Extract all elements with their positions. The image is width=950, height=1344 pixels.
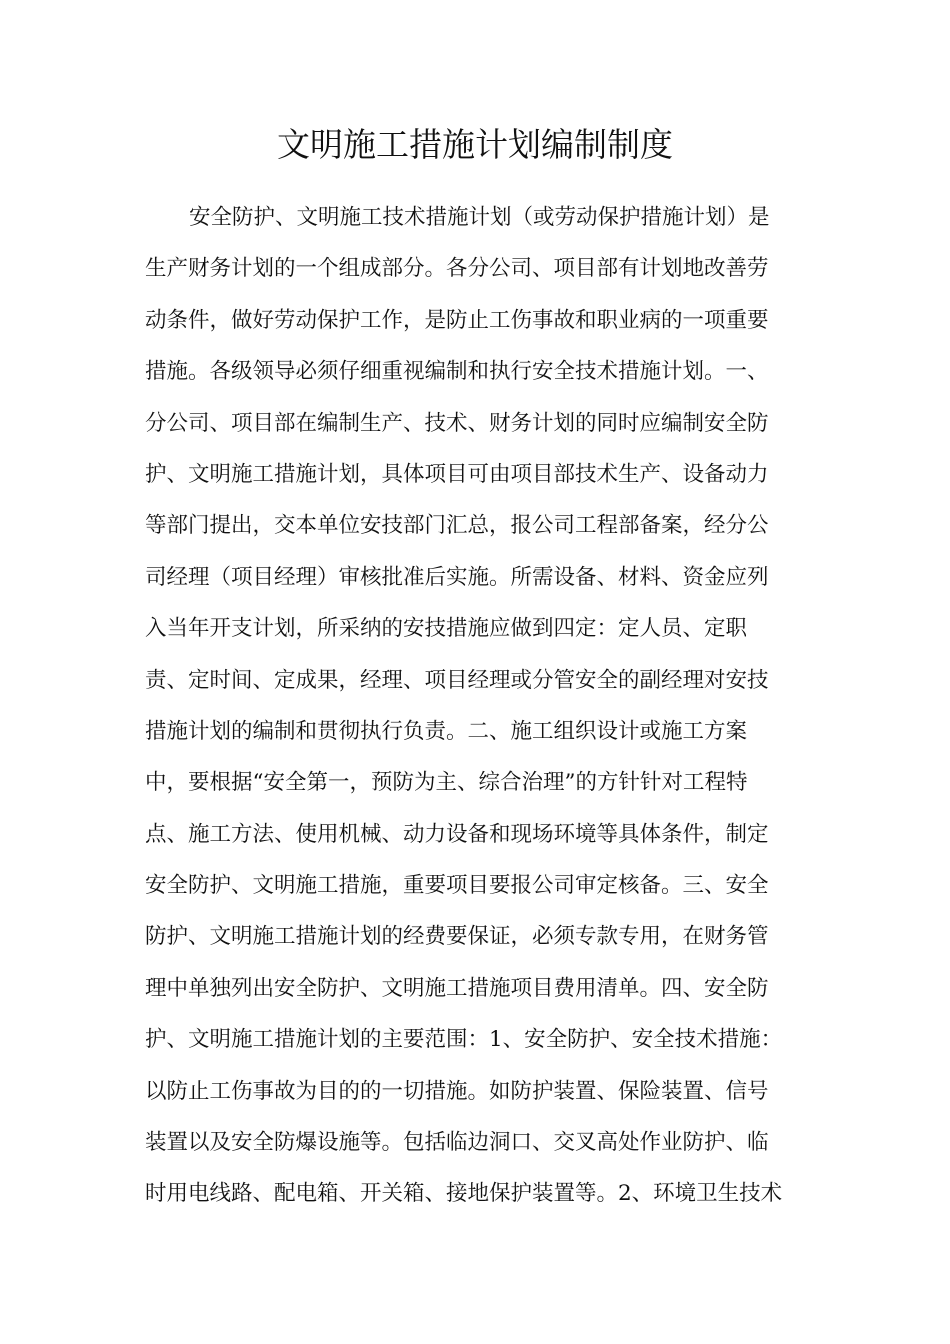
body-line: 时用电线路、配电箱、开关箱、接地保护装置等。2、环境卫生技术	[145, 1181, 783, 1207]
body-line: 责、定时间、定成果，经理、项目经理或分管安全的副经理对安技	[145, 667, 769, 693]
body-line: 护、文明施工措施计划，具体项目可由项目部技术生产、设备动力	[145, 461, 769, 487]
body-line: 措施计划的编制和贯彻执行负责。二、施工组织设计或施工方案	[145, 718, 748, 744]
document-title: 文明施工措施计划编制制度	[277, 125, 673, 164]
body-line: 点、施工方法、使用机械、动力设备和现场环境等具体条件，制定	[145, 821, 769, 847]
body-line: 措施。各级领导必须仔细重视编制和执行安全技术措施计划。一、	[145, 359, 769, 385]
body-line: 动条件，做好劳动保护工作，是防止工伤事故和职业病的一项重要	[145, 307, 769, 333]
body-line: 等部门提出，交本单位安技部门汇总，报公司工程部备案，经分公	[145, 513, 769, 539]
body-line: 生产财务计划的一个组成部分。各分公司、项目部有计划地改善劳	[145, 256, 769, 282]
body-line: 中，要根据“安全第一，预防为主、综合治理”的方针针对工程特	[145, 770, 748, 796]
body-line: 以防止工伤事故为目的的一切措施。如防护装置、保险装置、信号	[145, 1078, 769, 1104]
document-body	[145, 192, 815, 1220]
body-line: 入当年开支计划，所采纳的安技措施应做到四定：定人员、定职	[145, 616, 748, 642]
body-line: 分公司、项目部在编制生产、技术、财务计划的同时应编制安全防	[145, 410, 769, 436]
body-line: 司经理（项目经理）审核批准后实施。所需设备、材料、资金应列	[145, 564, 769, 590]
body-line: 安全防护、文明施工措施，重要项目要报公司审定核备。三、安全	[145, 873, 769, 899]
body-line: 理中单独列出安全防护、文明施工措施项目费用清单。四、安全防	[145, 975, 769, 1001]
body-line: 装置以及安全防爆设施等。包括临边洞口、交叉高处作业防护、临	[145, 1130, 769, 1156]
body-line: 防护、文明施工措施计划的经费要保证，必须专款专用，在财务管	[145, 924, 769, 950]
body-line: 安全防护、文明施工技术措施计划（或劳动保护措施计划）是	[189, 205, 770, 230]
body-line: 护、文明施工措施计划的主要范围：1、安全防护、安全技术措施：	[145, 1027, 783, 1053]
